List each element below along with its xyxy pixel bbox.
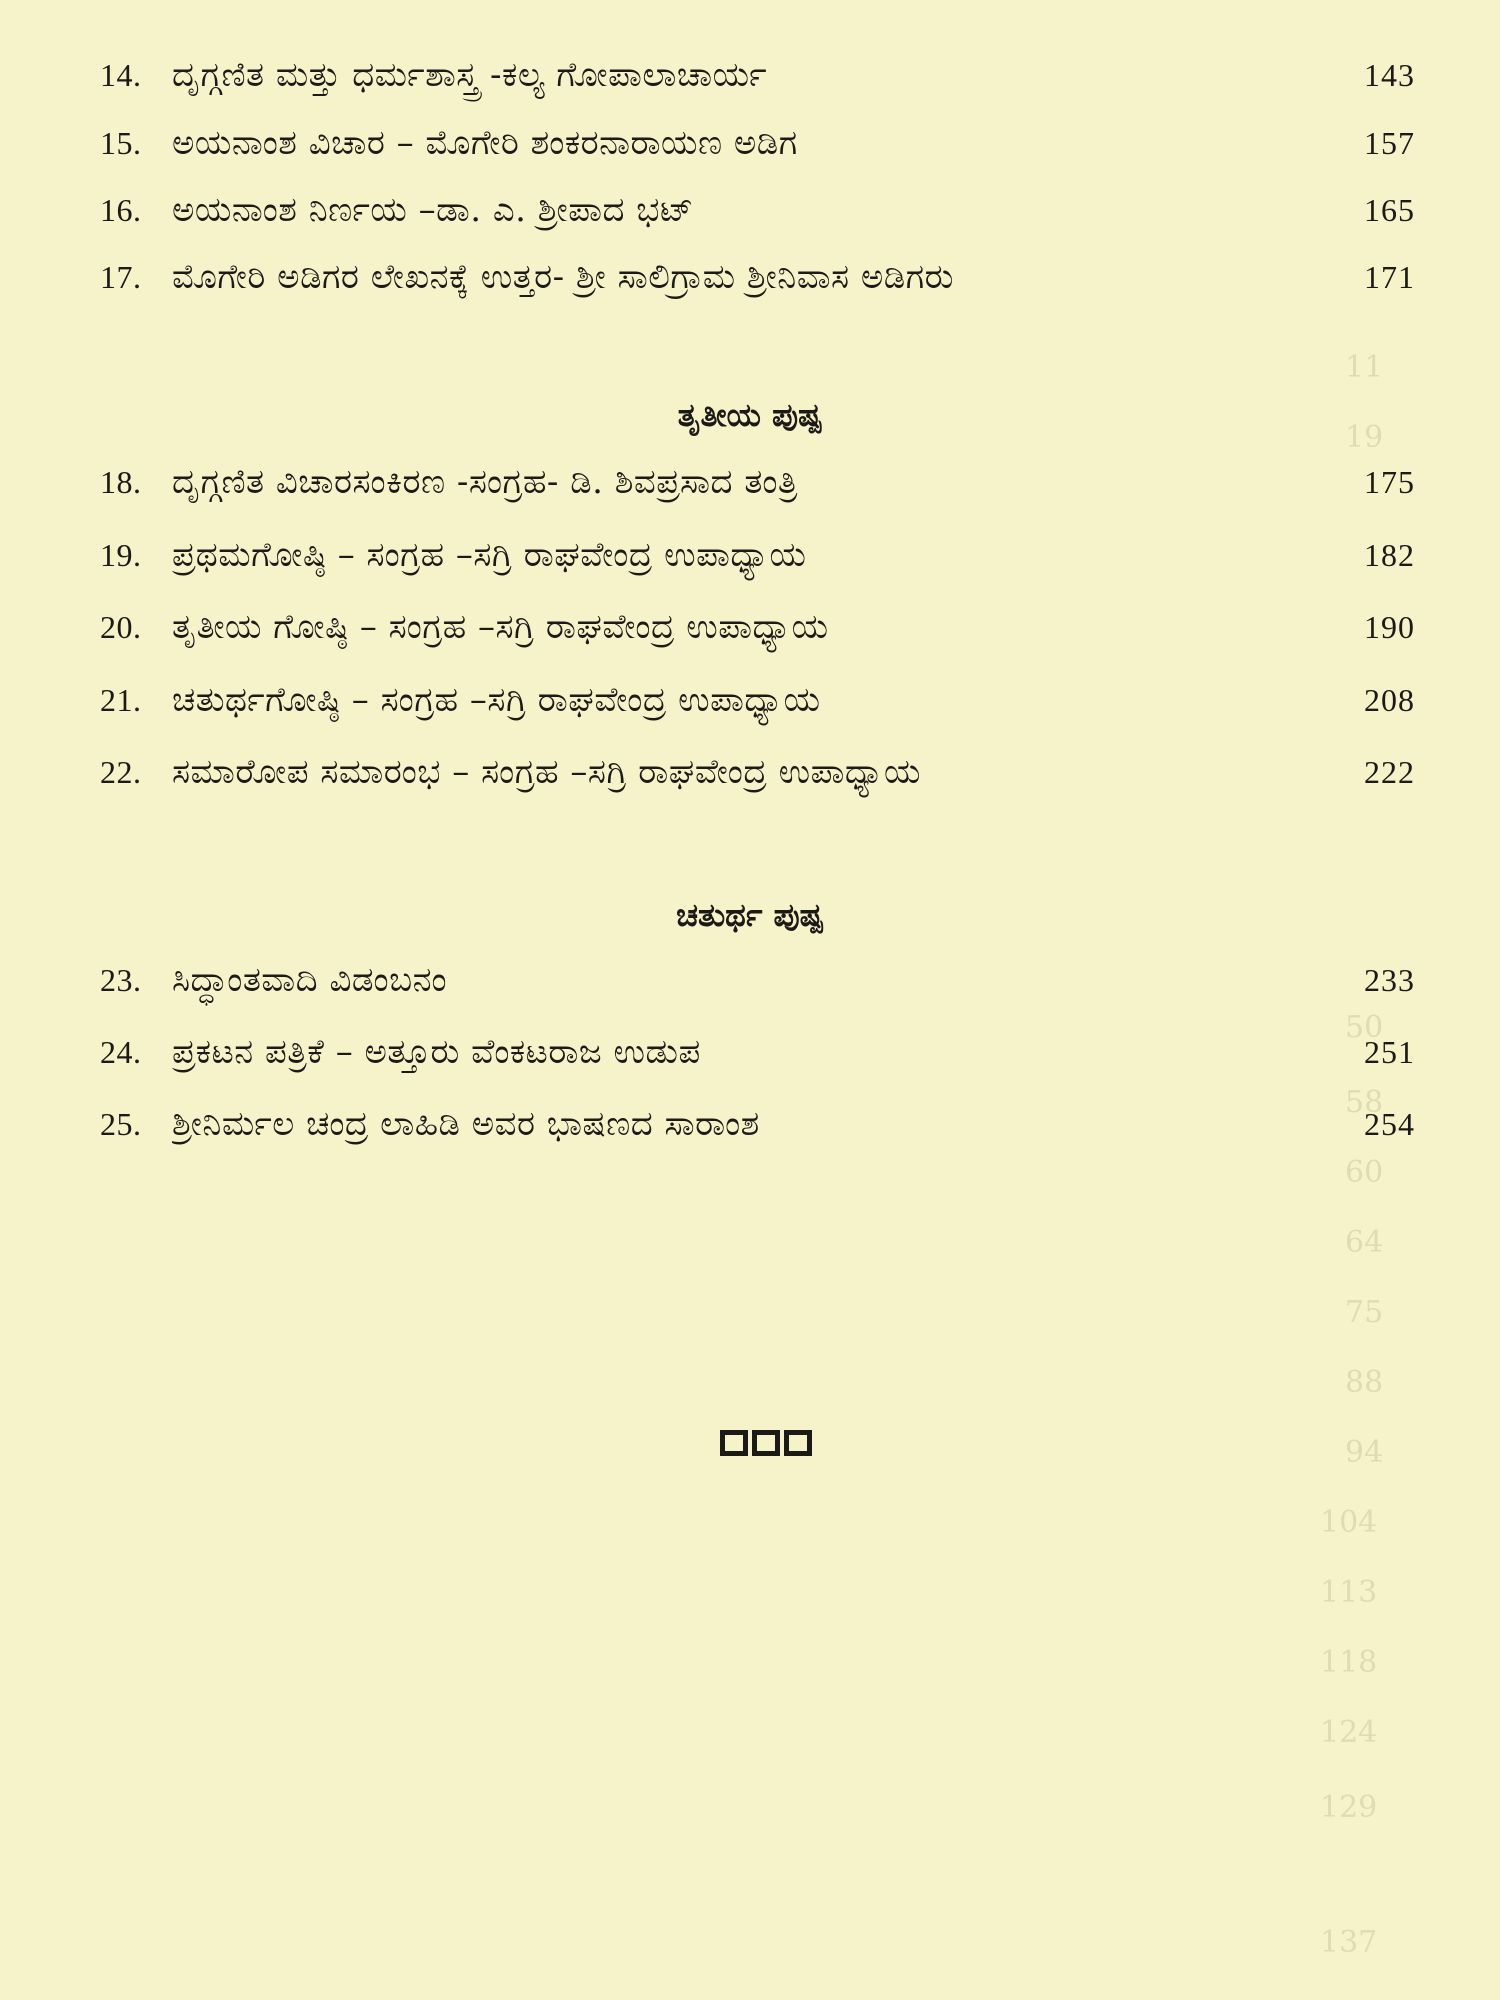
entry-page: 165 — [1364, 192, 1415, 228]
toc-entry-22 — [100, 742, 1415, 802]
entry-title: ಚತುರ್ಥಗೋಷ್ಠಿ – ಸಂಗ್ರಹ –ಸಗ್ರಿ ರಾಘವೇಂದ್ರ ಉಪಾಧ್ಯಾಯ — [172, 680, 821, 720]
toc-entry-17 — [100, 247, 1415, 307]
toc-entry-24 — [100, 1022, 1415, 1082]
entry-page: 143 — [1364, 57, 1415, 93]
entry-title: ಪ್ರಕಟನ ಪತ್ರಿಕೆ – ಅತ್ತೂರು ವೆಂಕಟರಾಜ ಉಡುಪ — [172, 1032, 701, 1072]
entry-number: 24. — [100, 1034, 142, 1070]
entry-page: 157 — [1364, 125, 1415, 161]
entry-title: ಮೊಗೇರಿ ಅಡಿಗರ ಲೇಖನಕ್ಕೆ ಉತ್ತರ- ಶ್ರೀ ಸಾಲಿಗ್ರಾಮ ಶ್ರೀನಿವಾಸ ಅಡಿಗರು — [172, 257, 954, 297]
ornament-square — [720, 1430, 748, 1456]
entry-number: 21. — [100, 682, 142, 718]
entry-number: 16. — [100, 192, 142, 228]
toc-entry-16 — [100, 180, 1415, 240]
entry-title: ಸಮಾರೋಪ ಸಮಾರಂಭ – ಸಂಗ್ರಹ –ಸಗ್ರಿ ರಾಘವೇಂದ್ರ ಉಪಾಧ್ಯಾಯ — [172, 752, 921, 792]
entry-title: ಸಿದ್ಧಾಂತವಾದಿ ವಿಡಂಬನಂ — [172, 960, 448, 1000]
entry-page: 171 — [1364, 259, 1415, 295]
bleed-through-text: 60 — [1345, 1155, 1384, 1190]
bleed-through-text: 19 — [1345, 420, 1384, 455]
entry-page: 222 — [1364, 754, 1415, 790]
bleed-through-text: 58 — [1345, 1085, 1384, 1120]
entry-title: ಅಯನಾಂಶ ನಿರ್ಣಯ –ಡಾ. ಎ. ಶ್ರೀಪಾದ ಭಟ್ — [172, 190, 694, 230]
toc-entry-20 — [100, 597, 1415, 657]
section-heading-chaturtha: ಚತುರ್ಥ ಪುಷ್ಪ — [676, 896, 824, 934]
toc-entry-15 — [100, 113, 1415, 173]
entry-number: 19. — [100, 537, 142, 573]
entry-number: 14. — [100, 57, 142, 93]
toc-entry-14 — [100, 45, 1415, 105]
entry-number: 23. — [100, 962, 142, 998]
toc-entry-21 — [100, 670, 1415, 730]
end-ornament-icon — [720, 1430, 812, 1456]
entry-number: 18. — [100, 464, 142, 500]
entry-number: 20. — [100, 609, 142, 645]
entry-title: ಶ್ರೀನಿರ್ಮಲ ಚಂದ್ರ ಲಾಹಿಡಿ ಅವರ ಭಾಷಣದ ಸಾರಾಂಶ — [172, 1104, 760, 1144]
entry-title: ಪ್ರಥಮಗೋಷ್ಠಿ – ಸಂಗ್ರಹ –ಸಗ್ರಿ ರಾಘವೇಂದ್ರ ಉಪಾಧ್ಯಾಯ — [172, 535, 807, 575]
entry-page: 208 — [1364, 682, 1415, 718]
bleed-through-text: 137 — [1320, 1925, 1378, 1960]
bleed-through-text: 113 — [1320, 1575, 1378, 1610]
entry-number: 22. — [100, 754, 142, 790]
entry-title: ದೃಗ್ಗಣಿತ ಮತ್ತು ಧರ್ಮಶಾಸ್ತ್ರ -ಕಲ್ಯ ಗೋಪಾಲಾಚಾರ್ಯ — [172, 55, 768, 95]
entry-page: 175 — [1364, 464, 1415, 500]
toc-entry-18 — [100, 452, 1415, 512]
ornament-square — [784, 1430, 812, 1456]
entry-page: 182 — [1364, 537, 1415, 573]
bleed-through-text: 124 — [1320, 1715, 1378, 1750]
ornament-square — [752, 1430, 780, 1456]
bleed-through-text: 88 — [1345, 1365, 1384, 1400]
bleed-through-text: 75 — [1345, 1295, 1384, 1330]
entry-page: 251 — [1364, 1034, 1415, 1070]
bleed-through-text: 11 — [1345, 350, 1384, 385]
bleed-through-text: 104 — [1320, 1505, 1378, 1540]
bleed-through-text: 129 — [1320, 1790, 1378, 1825]
entry-number: 25. — [100, 1106, 142, 1142]
toc-entry-19 — [100, 525, 1415, 585]
entry-title: ತೃತೀಯ ಗೋಷ್ಠಿ – ಸಂಗ್ರಹ –ಸಗ್ರಿ ರಾಘವೇಂದ್ರ ಉಪಾಧ್ಯಾಯ — [172, 607, 829, 647]
entry-title: ಅಯನಾಂಶ ವಿಚಾರ – ಮೊಗೇರಿ ಶಂಕರನಾರಾಯಣ ಅಡಿಗ — [172, 123, 798, 163]
entry-page: 190 — [1364, 609, 1415, 645]
bleed-through-text: 94 — [1345, 1435, 1384, 1470]
entry-number: 17. — [100, 259, 142, 295]
toc-entry-23 — [100, 950, 1415, 1010]
entry-page: 254 — [1364, 1106, 1415, 1142]
bleed-through-text: 64 — [1345, 1225, 1384, 1260]
entry-number: 15. — [100, 125, 142, 161]
entry-page: 233 — [1364, 962, 1415, 998]
bleed-through-text: 50 — [1345, 1010, 1384, 1045]
section-heading-tritiya: ತೃತೀಯ ಪುಷ್ಪ — [677, 396, 823, 434]
bleed-through-text: 118 — [1320, 1645, 1378, 1680]
toc-entry-25 — [100, 1094, 1415, 1154]
entry-title: ದೃಗ್ಗಣಿತ ವಿಚಾರಸಂಕಿರಣ -ಸಂಗ್ರಹ- ಡಿ. ಶಿವಪ್ರಸಾದ ತಂತ್ರಿ — [172, 462, 798, 502]
